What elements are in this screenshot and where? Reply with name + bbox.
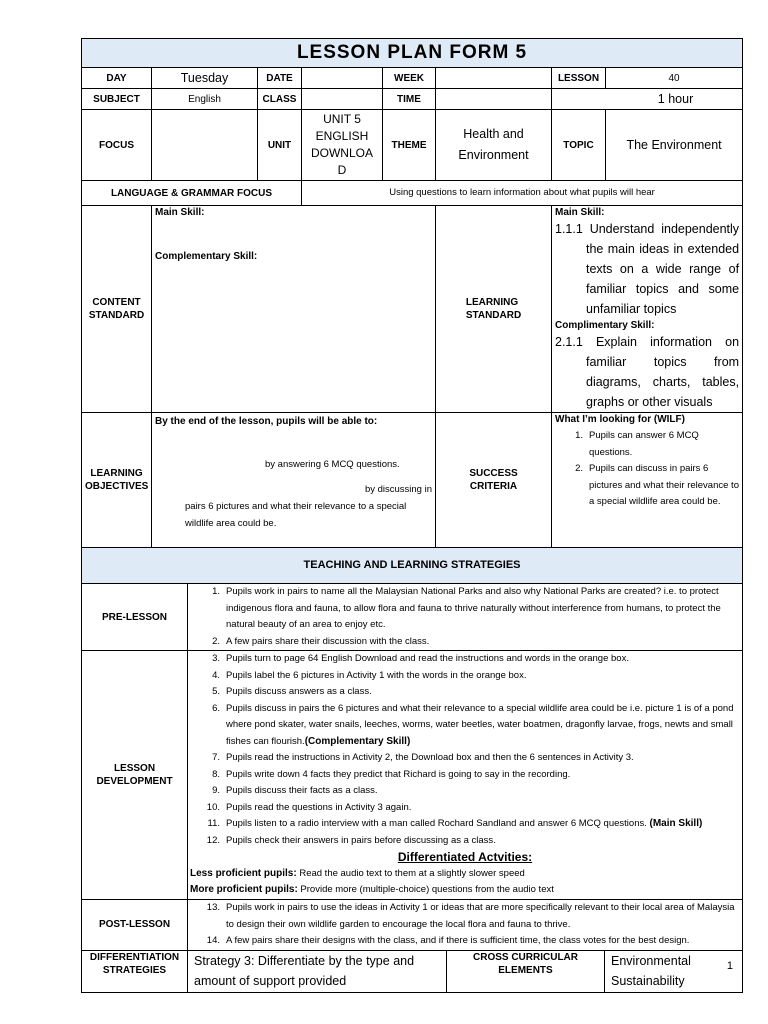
time-label: TIME	[383, 89, 436, 110]
lesson-plan-form	[81, 38, 742, 993]
topic-label: TOPIC	[552, 110, 606, 181]
post-lesson-step: 13. Pupils work in pairs to use the ideas in Activity 1 or ideas that are more specifically relevant to their local area of Malaysia to design their own wildlife garden to encourage the local flora and fauna to thrive.	[206, 902, 735, 930]
success-criteria-label-2: CRITERIA	[469, 481, 518, 492]
post-lesson-list	[190, 900, 740, 950]
less-proficient-label: Less proficient pupils:	[190, 868, 297, 879]
skill-tag: (Main Skill)	[649, 818, 703, 829]
lesson-development-label	[82, 651, 188, 900]
theme-value	[436, 110, 552, 181]
lesson-development-label-1: LESSON	[113, 763, 156, 774]
success-criteria-label-1: SUCCESS	[469, 468, 518, 479]
date-label: DATE	[258, 68, 302, 89]
success-criteria-item: 2. Pupils can discuss in pairs 6 pictures and what their relevance to a special wildlife area could be.	[575, 463, 739, 507]
ls-main-text: 1.1.1 Understand independently the main ideas in extended texts on a wide range of familiar topics and some unfamiliar topics	[555, 222, 740, 316]
class-value	[302, 89, 383, 110]
learning-objectives-label-2: OBJECTIVES	[85, 481, 149, 492]
objectives-line-1: by answering 6 MCQ questions.	[265, 459, 400, 470]
week-value	[436, 68, 552, 89]
ls-main-skill: Main Skill:	[555, 207, 605, 218]
date-value	[302, 68, 383, 89]
ls-comp-skill: Complimentary Skill:	[555, 320, 655, 331]
wilf-heading	[555, 413, 739, 426]
success-criteria-body	[552, 413, 743, 548]
more-proficient-line	[190, 882, 740, 898]
focus-value	[152, 110, 258, 181]
more-proficient-label: More proficient pupils:	[190, 884, 298, 895]
learning-standard-body	[552, 206, 743, 413]
pre-lesson-list	[190, 584, 740, 650]
time-value: 1 hour	[552, 89, 743, 110]
less-proficient-text: Read the audio text to them at a slightly slower speed	[299, 868, 525, 879]
wilf-bold: WILF	[657, 414, 682, 425]
success-criteria-item: 1. Pupils can answer 6 MCQ questions.	[575, 430, 699, 458]
objectives-line-2: by discussing in	[364, 484, 432, 495]
skill-tag: (Complementary Skill)	[304, 735, 411, 747]
learning-objectives-body	[152, 413, 436, 548]
subject-value: English	[152, 89, 258, 110]
content-standard-label	[82, 206, 152, 413]
class-label: CLASS	[258, 89, 302, 110]
unit-value-line-3: DOWNLOA	[310, 146, 373, 160]
lesson-development-body	[188, 651, 743, 900]
unit-value-line-1: UNIT 5	[323, 112, 361, 126]
lesson-development-label-2: DEVELOPMENT	[96, 776, 173, 787]
differentiation-label	[82, 950, 188, 992]
week-label: WEEK	[383, 68, 436, 89]
time-spacer	[436, 89, 552, 110]
lesson-development-step: 12. Pupils check their answers in pairs before discussing as a class.	[206, 834, 496, 846]
unit-label: UNIT	[258, 110, 302, 181]
cross-curricular-label: CROSS CURRICULAR ELEMENTS	[447, 950, 605, 992]
lesson-value: 40	[606, 68, 743, 89]
objectives-line-4: wildlife area could be.	[185, 518, 277, 529]
learning-objectives-label-1: LEARNING	[90, 468, 143, 479]
differentiated-activities-heading: Differentiated Actvities:	[397, 850, 533, 864]
lesson-development-step: 11. Pupils listen to a radio interview with a man called Rochard Sandland and answer 6 MCQ questions. (Main Skill)	[207, 818, 703, 829]
strategies-heading: TEACHING AND LEARNING STRATEGIES	[82, 548, 743, 584]
success-criteria-list	[555, 428, 739, 511]
lesson-label: LESSON	[552, 68, 606, 89]
language-grammar-focus-value: Using questions to learn information about what pupils will hear	[302, 181, 743, 206]
lesson-development-step: 8. Pupils write down 4 facts they predict that Richard is going to say in the recording.	[212, 768, 571, 780]
cross-curricular-value: Environmental Sustainability	[605, 950, 743, 992]
learning-standard-label-1: LEARNING	[465, 297, 519, 308]
lesson-development-step: 5. Pupils discuss answers as a class.	[212, 686, 372, 697]
day-label: DAY	[82, 68, 152, 89]
pre-lesson-body	[188, 584, 743, 651]
learning-standard-label	[436, 206, 552, 413]
form-title: LESSON PLAN FORM 5	[82, 39, 743, 68]
post-lesson-body	[188, 900, 743, 951]
wilf-suffix: )	[681, 414, 685, 425]
lesson-development-step: 9. Pupils discuss their facts as a class.	[212, 785, 378, 796]
post-lesson-step: 14. A few pairs share their designs with the class, and if there is sufficient time, the class votes for the best design.	[206, 935, 690, 946]
more-proficient-text: Provide more (multiple-choice) questions from the audio text	[300, 884, 554, 895]
success-criteria-label	[436, 413, 552, 548]
differentiation-label-1: DIFFERENTIATION	[89, 951, 180, 963]
pre-lesson-step: 2. A few pairs share their discussion with the class.	[212, 635, 430, 647]
content-standard-label-2: STANDARD	[88, 310, 145, 321]
pre-lesson-label: PRE-LESSON	[82, 584, 188, 651]
content-complementary-skill: Complementary Skill:	[155, 251, 258, 262]
objectives-line-3: pairs 6 pictures and what their relevance to a special	[185, 501, 407, 512]
content-main-skill: Main Skill:	[155, 207, 205, 218]
learning-standard-label-2: STANDARD	[465, 310, 522, 321]
page-number: 1	[726, 960, 733, 972]
less-proficient-line	[190, 866, 740, 882]
unit-value-line-4: D	[337, 163, 347, 177]
lesson-development-step: 6. Pupils discuss in pairs the 6 pictures and what their relevance to a special wildlife area could be i.e. picture 1 is of a pond where pond skater, water snails, leeches, worms, water beetles, water boatmen, dragonfly larvae, frogs, newts and small fishes can flourish.(Complementary Skill)	[212, 702, 734, 747]
differentiation-value: Strategy 3: Differentiate by the type and amount of support provided	[188, 950, 447, 992]
language-grammar-focus-label: LANGUAGE & GRAMMAR FOCUS	[82, 181, 302, 206]
theme-label: THEME	[383, 110, 436, 181]
focus-label: FOCUS	[82, 110, 152, 181]
content-standard-body	[152, 206, 436, 413]
subject-label: SUBJECT	[82, 89, 152, 110]
lesson-development-step: 7. Pupils read the instructions in Activity 2, the Download box and then the 6 sentences in Activity 3.	[212, 752, 634, 763]
theme-value-line-1: Health and	[463, 127, 524, 141]
content-standard-label-1: CONTENT	[92, 297, 141, 308]
day-value: Tuesday	[152, 68, 258, 89]
ls-comp-text: 2.1.1 Explain information on familiar topics from diagrams, charts, tables, graphs or other visuals	[555, 335, 740, 409]
pre-lesson-step: 1. Pupils work in pairs to name all the Malaysian National Parks and also why National Parks are created? i.e. to protect indigenous flora and fauna, to allow flora and fauna to thrive naturally without interference from humans, to protect the natural beauty of an area to enjoy etc.	[212, 586, 721, 630]
lesson-development-step: 3. Pupils turn to page 64 English Download and read the instructions and words in the orange box.	[212, 653, 629, 664]
unit-value	[302, 110, 383, 181]
lesson-plan-table	[81, 38, 743, 584]
unit-value-line-2: ENGLISH	[315, 129, 369, 143]
topic-value: The Environment	[606, 110, 743, 181]
differentiation-label-2: STRATEGIES	[102, 964, 167, 976]
wilf-prefix: What I’m looking for (	[555, 414, 658, 425]
objectives-intro: By the end of the lesson, pupils will be able to:	[155, 416, 378, 427]
lesson-development-step: 10. Pupils read the questions in Activity 3 again.	[206, 801, 412, 813]
post-lesson-label: POST-LESSON	[82, 900, 188, 951]
learning-objectives-label	[82, 413, 152, 548]
lesson-development-step: 4. Pupils label the 6 pictures in Activity 1 with the words in the orange box.	[212, 669, 527, 681]
differentiation-table	[81, 950, 743, 993]
strategies-table	[81, 583, 743, 951]
theme-value-line-2: Environment	[458, 148, 529, 162]
lesson-development-list	[190, 651, 740, 849]
